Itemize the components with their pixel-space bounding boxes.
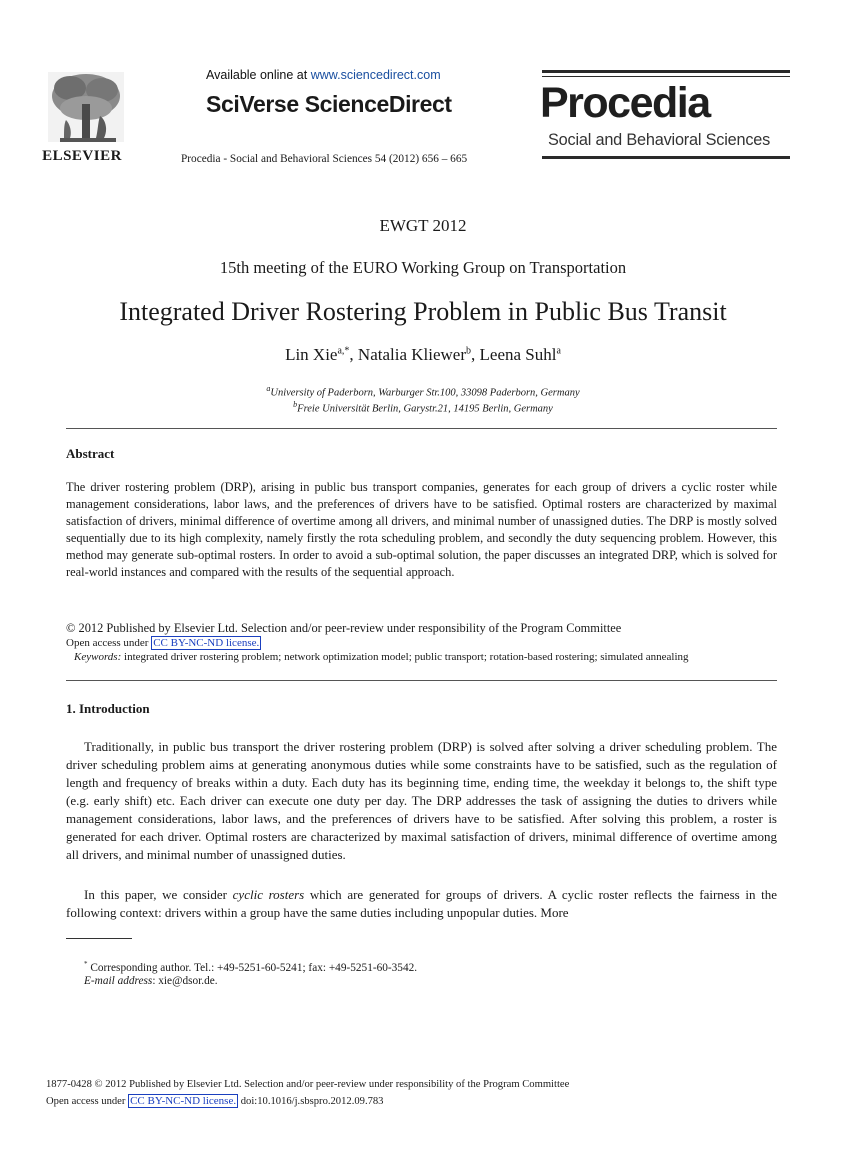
introduction-paragraph-2 [66, 886, 777, 922]
author-sup: b [466, 345, 472, 357]
conference-name: EWGT 2012 [379, 216, 467, 235]
journal-subtitle: Social and Behavioral Sciences [548, 131, 771, 149]
open-access-prefix: Open access under [66, 637, 152, 649]
p2-text-before: In this paper, we consider [84, 887, 233, 902]
available-online [206, 68, 441, 82]
doi-text: doi:10.1016/j.sbspro.2012.09.783 [238, 1096, 384, 1107]
bottom-license-link[interactable]: CC BY-NC-ND license. [130, 1095, 237, 1107]
footnote-text: Corresponding author. Tel.: +49-5251-60-5241; fax: +49-5251-60-3542. [87, 961, 418, 974]
copyright-notice: © 2012 Published by Elsevier Ltd. Selection and/or peer-review under responsibility of the Program Committee [66, 621, 622, 635]
p2-text-after: which are generated for groups of drivers. A cyclic roster reflects the fairness in the following context: drivers within a group have the same duties including unpopular duties. More [66, 887, 777, 920]
available-online-prefix: Available online at [206, 68, 311, 82]
email-label: E-mail address [84, 975, 153, 987]
journal-rule-bottom [542, 156, 790, 159]
elsevier-logo [30, 68, 138, 166]
affiliation-text: University of Paderborn, Warburger Str.100, 33098 Paderborn, Germany [270, 387, 580, 399]
author-name: Natalia Kliewer [357, 345, 467, 364]
meeting-name: 15th meeting of the EURO Working Group on Transportation [219, 258, 627, 277]
introduction-paragraph-1: Traditionally, in public bus transport the driver rostering problem (DRP) is solved after solving a driver scheduling problem. The driver scheduling problem aims at generating anonymous duties while some constraints have to be satisfied, such as the regulation of length and frequency of breaks within a duty. Each duty has its beginning time, ending time, the weekday it belongs to, the shift type (e.g. early shift) etc. Each driver can execute one duty per day. The DRP addresses the task of assigning the duties to drivers while management considerations, labor laws, and the preferences of drivers have to be satisfied. After solving this problem, a roster is generated for each driver. Optimal rosters are characterized by maximal satisfaction of drivers, minimal difference of overtime among all drivers, and minimal number of unassigned duties. [66, 739, 777, 862]
footnote-email [84, 975, 218, 987]
abstract-heading: Abstract [66, 446, 115, 461]
keywords-line [74, 651, 689, 663]
introduction-heading: 1. Introduction [66, 701, 150, 716]
footnote-corresponding [84, 960, 417, 974]
affiliation-sup: b [293, 400, 298, 409]
publisher-name: ELSEVIER [42, 148, 122, 164]
affiliation-b [0, 400, 846, 415]
author-sup: a [556, 345, 561, 357]
paper-title: Integrated Driver Rostering Problem in Public Bus Transit [119, 297, 727, 326]
journal-reference: Procedia - Social and Behavioral Sciences 54 (2012) 656 – 665 [181, 153, 468, 165]
author-name: Leena Suhl [479, 345, 557, 364]
affiliation-a [0, 384, 846, 399]
abstract-rule-top [66, 428, 777, 429]
p2-emphasis: cyclic rosters [232, 887, 305, 902]
author-sup: a,* [337, 345, 350, 357]
keywords-label: Keywords: [74, 651, 122, 663]
sciencedirect-link[interactable]: www.sciencedirect.com [310, 68, 441, 82]
abstract-rule-bottom [66, 680, 777, 681]
author-list: Lin Xie$^{a,*}$, Natalia Kliewer$^b$, Leena Suhl$^a$ [285, 345, 561, 364]
footnote-sup: * [84, 960, 88, 968]
affiliation-sup: a [266, 384, 271, 393]
sciverse-wordmark: SciVerse ScienceDirect [206, 91, 452, 117]
email-address: : xie@dsor.de. [152, 975, 218, 987]
doi-line [46, 1095, 383, 1107]
footnote-rule [66, 938, 132, 939]
journal-title: Procedia [540, 79, 710, 127]
journal-rule-top [542, 70, 790, 73]
author-name: Lin Xie [285, 345, 338, 364]
journal-rule-top-thin [542, 76, 790, 77]
bottom-open-access-prefix: Open access under [46, 1096, 129, 1107]
issn-line: 1877-0428 © 2012 Published by Elsevier Ltd. Selection and/or peer-review under responsibility of the Program Committee [46, 1079, 570, 1090]
affiliation-text: Freie Universität Berlin, Garystr.21, 14195 Berlin, Germany [297, 403, 553, 415]
license-link[interactable]: CC BY-NC-ND license. [153, 637, 260, 649]
open-access-line [66, 637, 261, 649]
keywords-text: integrated driver rostering problem; network optimization model; public transport; rotation-based rostering; simulated annealing [124, 651, 689, 663]
abstract-text: The driver rostering problem (DRP), arising in public bus transport companies, generates for each group of drivers a cyclic roster while management considerations, labor laws, and the preferences of drivers have to be satisfied. Optimal rosters are characterized by maximal satisfaction of drivers, minimal difference of overtime among all drivers, and minimal number of unassigned duties. The DRP is mostly solved sequentially due to its high complexity, namely firstly the rota scheduling problem, and secondly the duty sequencing problem. However, this method may generate sub-optimal rosters. In order to avoid a sub-optimal solution, the paper discusses an integrated DRP, which is solved for real-world instances and compared with the results of the sequential approach. [66, 480, 777, 580]
